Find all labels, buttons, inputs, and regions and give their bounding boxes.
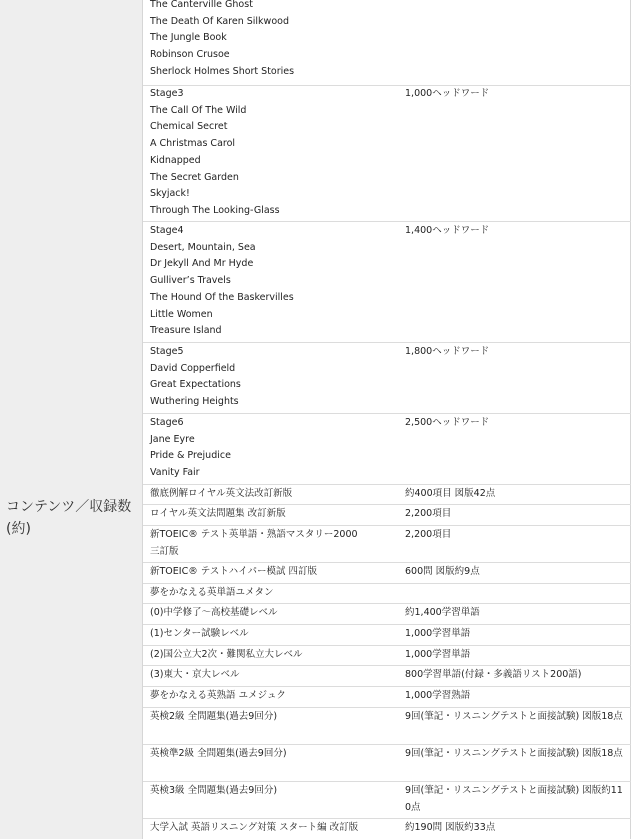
table-row [143,222,631,343]
table-row [143,625,631,646]
book-title: The Jungle Book [150,32,227,44]
book-title: (1)センター試験レベル [150,628,249,639]
book-title: 大学入試 英語リスニング対策 スタート編 改訂版 [150,822,359,833]
book-title: The Call Of The Wild [150,104,247,116]
book-title: Vanity Fair [150,467,200,479]
count-value: 約190問 図版約33点 [405,822,496,833]
book-title: (0)中学修了～高校基礎レベル [150,607,278,618]
table-row [143,666,631,687]
count-value: 600問 図版約9点 [405,566,480,577]
book-title: The Death Of Karen Silkwood [150,15,289,27]
book-title: Chemical Secret [150,121,228,133]
stage-label: Stage5 [150,346,184,357]
table-row [143,526,631,563]
table-row [143,687,631,708]
count-value: 1,400ヘッドワード [405,225,490,236]
table-row [143,745,631,782]
book-title: Treasure Island [150,325,222,337]
book-title: The Canterville Ghost [150,0,253,10]
stage-label: Stage4 [150,225,184,236]
book-title: Robinson Crusoe [150,49,230,61]
book-title: 英検2級 全問題集(過去9回分) [150,711,278,722]
table-row [143,414,631,485]
table-row [143,86,631,222]
table-row [143,584,631,604]
count-value: 2,200項目 [405,508,452,519]
book-title: Jane Eyre [150,433,195,445]
title-list [150,415,395,482]
book-title: The Secret Garden [150,171,239,183]
book-title: A Christmas Carol [150,138,236,150]
title-list [150,0,395,81]
count-value: 1,000ヘッドワード [405,88,490,99]
table-row [143,604,631,625]
book-title: Kidnapped [150,154,201,166]
title-list [150,344,395,411]
book-title: David Copperfield [150,362,236,374]
book-title: (2)国公立大2次・難関私立大レベル [150,649,303,660]
book-title: 夢をかなえる英熟語 ユメジュク [150,690,286,701]
book-title: 徹底例解ロイヤル英文法改訂新版 [150,488,293,499]
stage-label: Stage6 [150,417,184,428]
count-value: 1,800ヘッドワード [405,346,490,357]
count-value: 9回(筆記・リスニングテストと面接試験) 図版18点 [405,748,623,759]
book-title: Gulliver’s Travels [150,275,231,287]
book-title: Dr Jekyll And Mr Hyde [150,258,254,270]
book-title: The Hound Of the Baskervilles [150,291,294,303]
table-row [143,0,631,86]
table-row [143,819,631,839]
count-value: 約400項目 図版42点 [405,488,496,499]
book-title: (3)東大・京大レベル [150,669,240,680]
book-title: 英検3級 全問題集(過去9回分) [150,785,278,796]
book-title: Wuthering Heights [150,396,239,408]
book-title: Little Women [150,308,213,320]
table-row [143,782,631,819]
title-list [150,223,395,340]
count-value: 1,000学習単語 [405,649,471,660]
count-value: 2,200項目 [405,529,452,540]
book-title: Pride & Prejudice [150,450,231,462]
book-title: Desert, Mountain, Sea [150,241,256,253]
book-title: 英検準2級 全問題集(過去9回分) [150,748,287,759]
count-value: 1,000学習熟語 [405,690,471,701]
count-value: 9回(筆記・リスニングテストと面接試験) 図版18点 [405,711,623,722]
book-title: Skyjack! [150,188,190,200]
stage-label: Stage3 [150,88,184,99]
book-title: 新TOEIC® テストハイパー模試 四訂版 [150,566,317,577]
section-label: コンテンツ／収録数(約) [6,499,132,537]
title-list [150,86,395,220]
book-title: Sherlock Holmes Short Stories [150,65,295,77]
book-title: ロイヤル英文法問題集 改訂新版 [150,508,286,519]
book-title: Through The Looking-Glass [150,204,280,216]
table-row [143,646,631,666]
table-row [143,563,631,584]
count-value: 約1,400学習単語 [405,607,480,618]
table-row [143,505,631,526]
count-value: 2,500ヘッドワード [405,417,490,428]
book-title: 夢をかなえる英単語ユメタン [150,587,274,598]
book-title: 新TOEIC® テスト英単語・熟語マスタリー2000 三訂版 [150,529,358,557]
table-row [143,708,631,745]
book-title: Great Expectations [150,379,241,391]
table-row [143,343,631,414]
section-header-cell [0,0,143,839]
count-value: 1,000学習単語 [405,628,471,639]
table-row [143,485,631,505]
count-value: 9回(筆記・リスニングテストと面接試験) 図版約110点 [405,785,623,813]
count-value: 800学習単語(付録・多義語リスト200語) [405,669,582,680]
